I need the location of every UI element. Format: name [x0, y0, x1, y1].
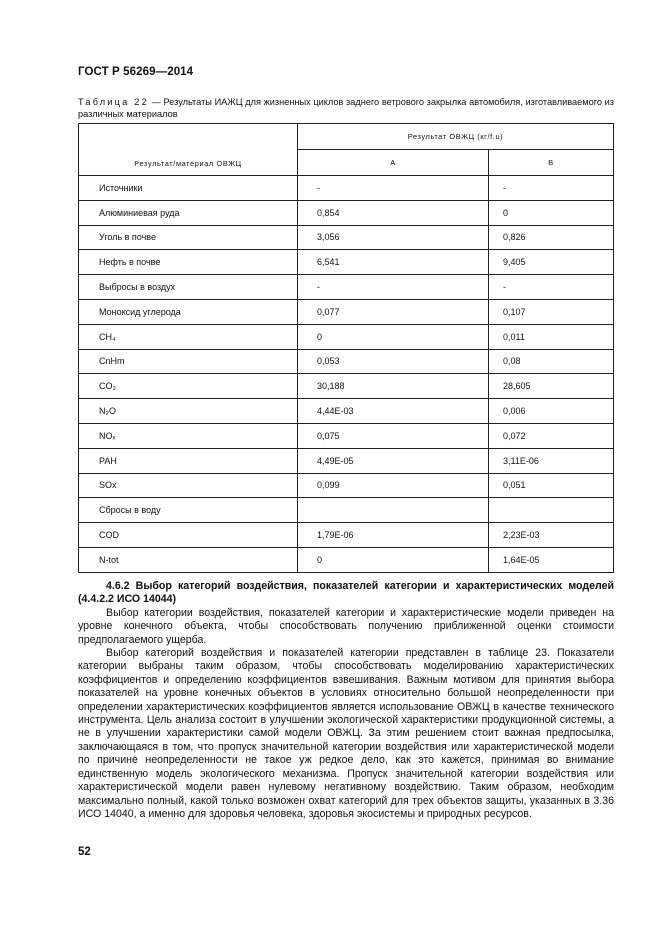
value-b-cell: - [489, 176, 614, 201]
value-b-cell: 1,64E-05 [489, 547, 614, 572]
table-row [79, 200, 614, 225]
value-a-cell: - [298, 176, 489, 201]
document-header: ГОСТ Р 56269—2014 [78, 66, 194, 78]
value-b-cell: - [489, 275, 614, 300]
group-header-cell: Результат ОВЖЦ (кг/f.u) [298, 124, 614, 150]
value-a-cell: 0,053 [298, 349, 489, 374]
row-label-cell: Алюминиевая руда [79, 200, 298, 225]
value-a-cell: - [298, 275, 489, 300]
value-a-cell: 4,44E-03 [298, 399, 489, 424]
column-header-a: A [298, 150, 489, 176]
value-b-cell: 3,11E-06 [489, 448, 614, 473]
row-header-cell: Результат/материал ОВЖЦ [79, 124, 298, 176]
value-a-cell: 0,099 [298, 473, 489, 498]
table-caption [78, 96, 614, 120]
section-4-6-2 [78, 580, 614, 821]
section-title: 4.6.2 Выбор категорий воздействия, показателей категории и характеристических моделей (4.4.2.2 ИСО 14044) [78, 580, 614, 606]
row-label-cell: Нефть в почве [79, 250, 298, 275]
section-paragraph-1: Выбор категории воздействия, показателей категории и характеристические модели приведен на уровне конечного объекта, чтобы способствовать получению приближенной оценки стоимости предполагаемого ущерба. [78, 606, 614, 646]
value-a-cell: 0 [298, 547, 489, 572]
section-paragraph-2: Выбор категорий воздействия и показателей категории представлен в таблице 23. Показатели категории выбраны таким образом, чтобы способствовать моделированию характеристических коэффициентов и определению коэффициентов взвешивания. Важным мотивом для принятия выбора показателей на уровне конечных объектов в условиях относительно большой неопределенности при определении характеристических коэффициентов является использование ОВЖЦ в качестве технического инструмента. Цель анализа состоит в улучшении экологической характеристики продукционной системы, а не в улучшении характеристики самой модели ОВЖЦ. За этим решением стоит важная предпосылка, заключающаяся в том, что пропуск значительной категории воздействия или характеристической модели по причине неопределенности не такое уж редкое дело, как это кажется, принимая во внимание единственную модель экологического механизма. Пропуск значительной категории воздействия или характеристической модели равен нулевому негативному воздействию. Таким образом, необходим максимально полный, какой только возможен охват категорий для трех объектов защиты, указанных в 3.36 ИСО 14040, а именно для здоровья человека, здоровья экосистемы и природных ресурсов. [78, 647, 614, 820]
value-a-cell: 1,79E-06 [298, 523, 489, 548]
results-table [78, 123, 614, 573]
value-b-cell: 0,072 [489, 423, 614, 448]
row-label-cell: CO₂ [79, 374, 298, 399]
row-label-cell: CnHm [79, 349, 298, 374]
value-a-cell: 4,49E-05 [298, 448, 489, 473]
value-b-cell: 0,107 [489, 299, 614, 324]
value-a-cell: 0,077 [298, 299, 489, 324]
row-label-cell: SOx [79, 473, 298, 498]
table-row [79, 324, 614, 349]
row-label-cell: Моноксид углерода [79, 299, 298, 324]
value-a-cell: 6,541 [298, 250, 489, 275]
value-a-cell: 30,188 [298, 374, 489, 399]
row-label-cell: COD [79, 523, 298, 548]
value-b-cell: 0,826 [489, 225, 614, 250]
table-row [79, 523, 614, 548]
page-number: 52 [78, 846, 91, 858]
value-b-cell: 2,23E-03 [489, 523, 614, 548]
value-b-cell: 0 [489, 200, 614, 225]
row-label-cell: PAH [79, 448, 298, 473]
value-b-cell: 0,011 [489, 324, 614, 349]
value-b-cell [489, 498, 614, 523]
table-row [79, 448, 614, 473]
value-b-cell: 0,08 [489, 349, 614, 374]
table-row [79, 498, 614, 523]
value-a-cell: 0,854 [298, 200, 489, 225]
table-row [79, 399, 614, 424]
table-row [79, 176, 614, 201]
table-row [79, 275, 614, 300]
row-label-cell: Уголь в почве [79, 225, 298, 250]
value-a-cell: 0,075 [298, 423, 489, 448]
row-label-cell: Сбросы в воду [79, 498, 298, 523]
value-b-cell: 28,605 [489, 374, 614, 399]
table-header-row [79, 124, 614, 150]
row-label-cell: Источники [79, 176, 298, 201]
value-a-cell: 3,056 [298, 225, 489, 250]
table-row [79, 423, 614, 448]
table-row [79, 374, 614, 399]
table-caption-text: — Результаты ИАЖЦ для жизненных циклов заднего ветрового закрылка автомобиля, изготавливаемого из различных материалов [78, 97, 614, 119]
row-label-cell: CH₄ [79, 324, 298, 349]
table-row [79, 473, 614, 498]
table-row [79, 225, 614, 250]
value-b-cell: 0,051 [489, 473, 614, 498]
value-b-cell: 0,006 [489, 399, 614, 424]
table-caption-label: Таблица 22 [78, 97, 149, 107]
column-header-b: B [489, 150, 614, 176]
value-b-cell: 9,405 [489, 250, 614, 275]
value-a-cell [298, 498, 489, 523]
row-label-cell: N-tot [79, 547, 298, 572]
table-row [79, 250, 614, 275]
table-row [79, 299, 614, 324]
row-label-cell: Выбросы в воздух [79, 275, 298, 300]
table-row [79, 547, 614, 572]
value-a-cell: 0 [298, 324, 489, 349]
table-row [79, 349, 614, 374]
row-label-cell: NOₓ [79, 423, 298, 448]
row-label-cell: N₂O [79, 399, 298, 424]
